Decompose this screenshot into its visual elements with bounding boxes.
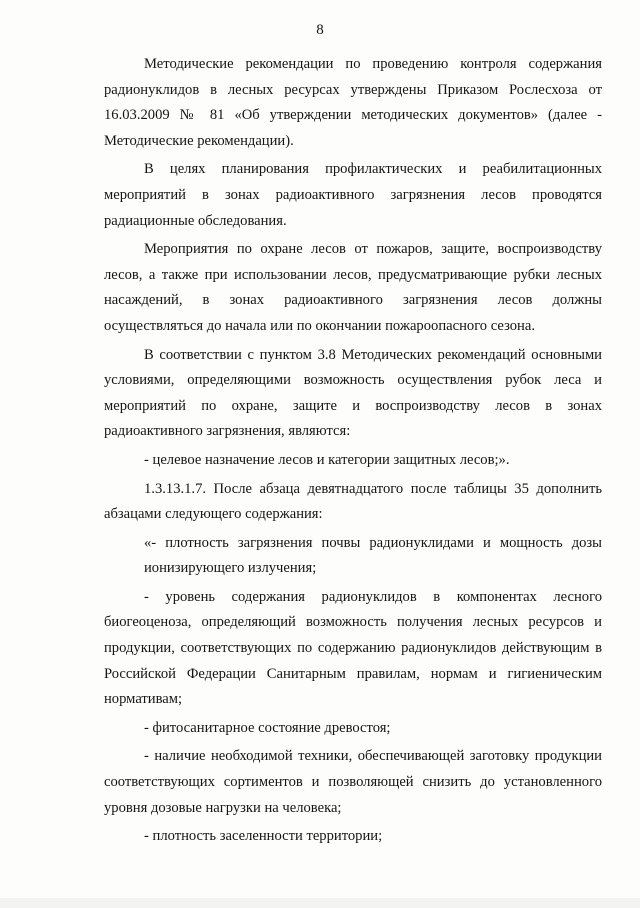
paragraph-phytosanitary-state: - фитосанитарное состояние древостоя; bbox=[144, 719, 391, 736]
paragraph-equipment: - наличие необходимой техники, обеспечивающей заготовку продукции соответствующих сортиментов и позволяющей снизить до установленного уровня дозовые нагрузки на человека; bbox=[104, 748, 602, 816]
paragraph-population-density: - плотность заселенности территории; bbox=[144, 828, 383, 845]
document-body bbox=[104, 52, 602, 850]
paragraph-main-conditions: В соответствии с пунктом 3.8 Методических рекомендаций основными условиями, определяющими возможность осуществления рубок леса и мероприятий по охране, защите и воспроизводству лесов в зонах радиоактивного загрязнения, являются: bbox=[104, 346, 602, 440]
paragraph-amendment-clause: 1.3.13.1.7. После абзаца девятнадцатого после таблицы 35 дополнить абзацами следующего содержания: bbox=[104, 480, 602, 523]
paragraph-radiation-surveys: В целях планирования профилактических и реабилитационных мероприятий в зонах радиоактивного загрязнения лесов проводятся радиационные обследования. bbox=[104, 161, 602, 229]
paragraph-fire-protection-measures: Мероприятия по охране лесов от пожаров, защите, воспроизводству лесов, а также при использовании лесов, предусматривающие рубки лесных насаждений, в зонах радиоактивного загрязнения лесов должны осуществляться до начала или по окончании пожароопасного сезона. bbox=[104, 241, 602, 334]
page-number: 8 bbox=[316, 22, 324, 38]
paragraph-methodical-recommendations: Методические рекомендации по проведению контроля содержания радионуклидов в лесных ресурсах утверждены Приказом Рослесхоза от 16.03.2009 № 81 «Об утверждении методических документов» (далее - Методические рекомендации). bbox=[104, 56, 602, 149]
paragraph-radionuclide-content: - уровень содержания радионуклидов в компонентах лесного биогеоценоза, определяющий возможность получения лесных ресурсов и продукции, соответствующих по содержанию радионуклидов действующим в Российской Федерации Санитарным правилам, нормам и гигиеническим нормативам; bbox=[104, 588, 602, 708]
paragraph-soil-contamination: «- плотность загрязнения почвы радионуклидами и мощность дозы ионизирующего излучения; bbox=[144, 534, 602, 577]
page-bottom-edge bbox=[0, 898, 640, 908]
paragraph-target-purpose: - целевое назначение лесов и категории защитных лесов;». bbox=[144, 451, 510, 468]
